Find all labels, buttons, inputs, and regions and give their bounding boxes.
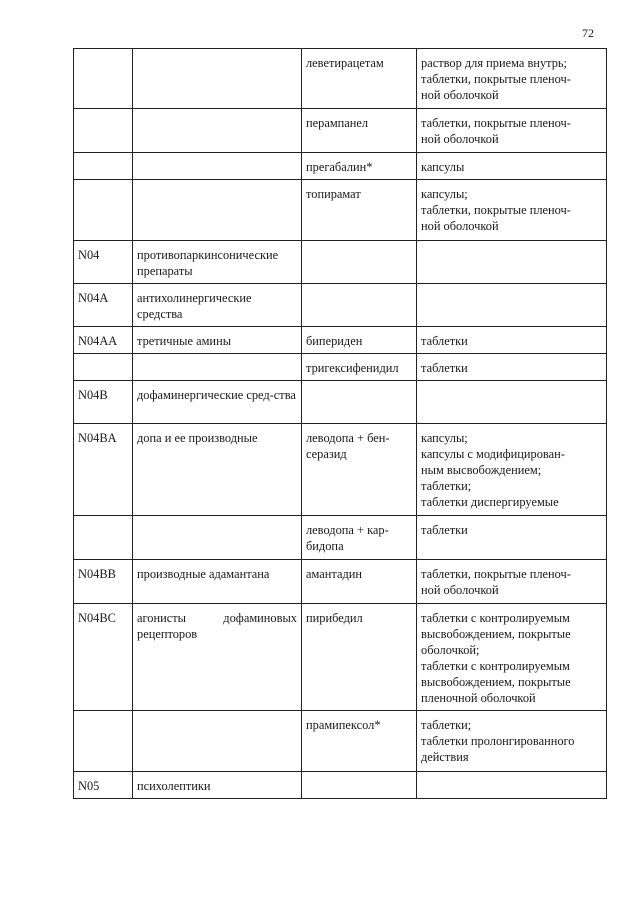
drug-name-cell: леводопа + кар-бидопа [302, 516, 417, 560]
anatomical-group-cell [133, 516, 302, 560]
drug-name-cell: леводопа + бен-серазид [302, 424, 417, 516]
drug-name-cell: перампанел [302, 109, 417, 153]
table-row [74, 516, 607, 560]
drug-name-cell [302, 284, 417, 327]
table-row [74, 241, 607, 284]
anatomical-group-cell: агонисты дофаминовых рецепторов [133, 604, 302, 711]
dosage-form-cell: таблетки; таблетки пролонгированного действия [417, 711, 607, 772]
dosage-form-cell: капсулы; таблетки, покрытые пленоч- ной оболочкой [417, 180, 607, 241]
drug-name-cell [302, 772, 417, 799]
dosage-form-cell: раствор для приема внутрь; таблетки, покрытые пленоч- ной оболочкой [417, 49, 607, 109]
atc-code-cell [74, 711, 133, 772]
anatomical-group-cell: дофаминергические сред-ства [133, 381, 302, 424]
table-row [74, 49, 607, 109]
dosage-form-cell [417, 772, 607, 799]
anatomical-group-cell: противопаркинсонические препараты [133, 241, 302, 284]
table-row [74, 180, 607, 241]
drug-table-body [74, 49, 607, 799]
anatomical-group-cell [133, 354, 302, 381]
anatomical-group-cell [133, 49, 302, 109]
table-row [74, 711, 607, 772]
table-row [74, 381, 607, 424]
dosage-form-cell [417, 241, 607, 284]
anatomical-group-cell [133, 711, 302, 772]
atc-code-cell: N04B [74, 381, 133, 424]
atc-code-cell: N04A [74, 284, 133, 327]
atc-code-cell [74, 153, 133, 180]
anatomical-group-cell: антихолинергические средства [133, 284, 302, 327]
dosage-form-cell: таблетки [417, 327, 607, 354]
atc-code-cell: N05 [74, 772, 133, 799]
drug-table [73, 48, 607, 799]
drug-name-cell [302, 381, 417, 424]
atc-code-cell [74, 109, 133, 153]
anatomical-group-cell: производные адамантана [133, 560, 302, 604]
drug-name-cell: пирибедил [302, 604, 417, 711]
drug-name-cell: амантадин [302, 560, 417, 604]
drug-name-cell: бипериден [302, 327, 417, 354]
page-number: 72 [582, 26, 594, 40]
table-row [74, 284, 607, 327]
atc-code-cell: N04 [74, 241, 133, 284]
anatomical-group-cell [133, 109, 302, 153]
atc-code-cell: N04BC [74, 604, 133, 711]
dosage-form-cell: капсулы; капсулы с модифицирован- ным высвобождением; таблетки; таблетки диспергируемые [417, 424, 607, 516]
dosage-form-cell: таблетки, покрытые пленоч- ной оболочкой [417, 109, 607, 153]
table-row [74, 604, 607, 711]
table-row [74, 424, 607, 516]
dosage-form-cell: капсулы [417, 153, 607, 180]
dosage-form-cell: таблетки [417, 354, 607, 381]
atc-code-cell [74, 354, 133, 381]
anatomical-group-cell [133, 153, 302, 180]
drug-name-cell [302, 241, 417, 284]
table-row [74, 109, 607, 153]
dosage-form-cell: таблетки [417, 516, 607, 560]
drug-name-cell: топирамат [302, 180, 417, 241]
anatomical-group-cell: третичные амины [133, 327, 302, 354]
atc-code-cell: N04BB [74, 560, 133, 604]
atc-code-cell [74, 180, 133, 241]
dosage-form-cell: таблетки с контролируемым высвобождением, покрытые оболочкой; таблетки с контролируемым высвобождением, покрытые пленочной оболочкой [417, 604, 607, 711]
dosage-form-cell: таблетки, покрытые пленоч- ной оболочкой [417, 560, 607, 604]
atc-code-cell [74, 516, 133, 560]
atc-code-cell [74, 49, 133, 109]
drug-name-cell: тригексифенидил [302, 354, 417, 381]
anatomical-group-cell [133, 180, 302, 241]
anatomical-group-cell: допа и ее производные [133, 424, 302, 516]
drug-name-cell: леветирацетам [302, 49, 417, 109]
table-row [74, 153, 607, 180]
table-row [74, 560, 607, 604]
atc-code-cell: N04BA [74, 424, 133, 516]
drug-name-cell: прегабалин* [302, 153, 417, 180]
dosage-form-cell [417, 284, 607, 327]
table-row [74, 354, 607, 381]
anatomical-group-cell: психолептики [133, 772, 302, 799]
table-row [74, 327, 607, 354]
dosage-form-cell [417, 381, 607, 424]
table-row [74, 772, 607, 799]
drug-name-cell: прамипексол* [302, 711, 417, 772]
atc-code-cell: N04AA [74, 327, 133, 354]
